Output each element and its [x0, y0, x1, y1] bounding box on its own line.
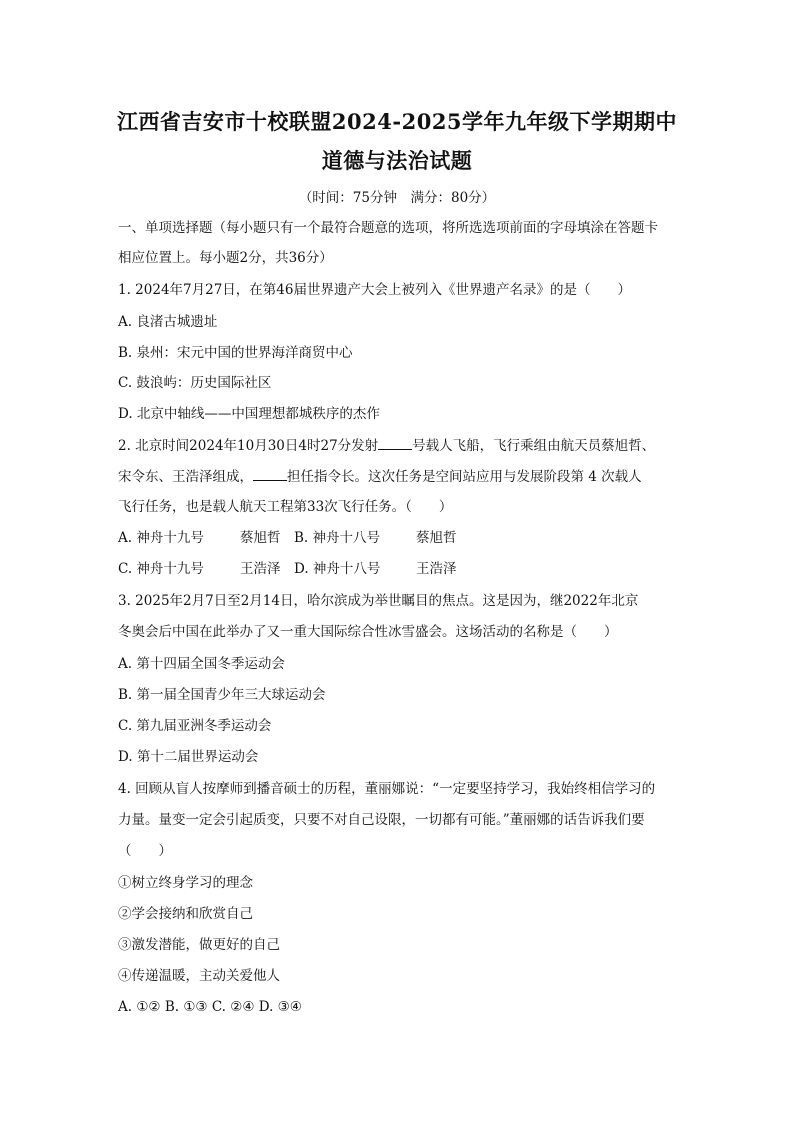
q2-text-part: 宋令东、王浩泽组成，: [118, 469, 253, 485]
question-2-option-d: D. 神舟十八号: [294, 561, 381, 577]
question-4-stem-line2: 力量。量变一定会引起质变，只要不对自己设限，一切都有可能。”董丽娜的话告诉我们要: [118, 812, 645, 828]
fill-blank: [253, 467, 287, 481]
question-2-option-a: A. 神舟十九号: [118, 530, 204, 546]
question-3-option-c: C. 第九届亚洲冬季运动会: [118, 718, 272, 734]
option-a-person: 蔡旭哲: [240, 530, 281, 546]
question-4-item-3: ③激发潜能，做更好的自己: [118, 937, 280, 953]
exam-info: （时间：75分钟 满分：80分）: [298, 190, 496, 206]
question-4-item-2: ②学会接纳和欣赏自己: [118, 906, 253, 922]
question-4-stem-line1: 4. 回顾从盲人按摩师到播音硕士的历程，董丽娜说：“一定要坚持学习，我始终相信学习的: [118, 781, 656, 797]
question-2-stem-line2: [118, 467, 642, 486]
question-1-option-c: C. 鼓浪屿：历史国际社区: [118, 375, 272, 391]
question-3-option-a: A. 第十四届全国冬季运动会: [118, 656, 285, 672]
option-d-person: 王浩泽: [416, 561, 457, 577]
option-c-person: 王浩泽: [240, 561, 281, 577]
page-title: 江西省吉安市十校联盟2024-2025学年九年级下学期期中: [116, 109, 678, 134]
section-heading-cont: 相应位置上。每小题2分，共36分）: [118, 250, 333, 266]
section-heading: 一、单项选择题（每小题只有一个最符合题意的选项，将所选选项前面的字母填涂在答题卡: [118, 220, 658, 236]
q2-text-part: 号载人飞船，飞行乘组由航天员蔡旭哲、: [412, 438, 656, 454]
q2-text-part: 担任指令长。这次任务是空间站应用与发展阶段第 4 次载人: [287, 469, 642, 485]
fill-blank: [378, 436, 412, 450]
question-2-option-c: C. 神舟十九号: [118, 561, 204, 577]
option-b-person: 蔡旭哲: [416, 530, 457, 546]
question-4-answers: A. ①② B. ①③ C. ②④ D. ③④: [118, 999, 302, 1015]
question-3-stem-line1: 3. 2025年2月7日至2月14日，哈尔滨成为举世瞩目的焦点。这是因为，继2022年北京: [118, 593, 639, 609]
question-3-option-b: B. 第一届全国青少年三大球运动会: [118, 687, 326, 703]
q2-text-part: 2. 北京时间2024年10月30日4时27分发射: [118, 438, 379, 454]
question-1-option-b: B. 泉州：宋元中国的世界海洋商贸中心: [118, 345, 353, 361]
question-2-options-row2: [118, 560, 457, 578]
question-4-item-4: ④传递温暖，主动关爱他人: [118, 968, 280, 984]
question-1-stem: 1. 2024年7月27日，在第46届世界遗产大会上被列入《世界遗产名录》的是（ ）: [118, 282, 631, 298]
question-4-stem-line3: （ ）: [118, 843, 172, 859]
question-3-stem-line2: 冬奥会后中国在此举办了又一重大国际综合性冰雪盛会。这场活动的名称是（ ）: [118, 624, 618, 640]
question-2-options-row1: [118, 529, 457, 547]
question-2-option-b: B. 神舟十八号: [294, 530, 381, 546]
question-3-option-d: D. 第十二届世界运动会: [118, 749, 259, 765]
question-2-stem-line1: [118, 436, 655, 455]
question-4-item-1: ①树立终身学习的理念: [118, 875, 253, 891]
question-1-option-a: A. 良渚古城遗址: [118, 314, 218, 330]
page-subtitle-title: 道德与法治试题: [321, 148, 473, 173]
question-2-stem-line3: 飞行任务，也是载人航天工程第33次飞行任务。（ ）: [118, 499, 453, 515]
question-1-option-d: D. 北京中轴线——中国理想都城秩序的杰作: [118, 406, 380, 422]
